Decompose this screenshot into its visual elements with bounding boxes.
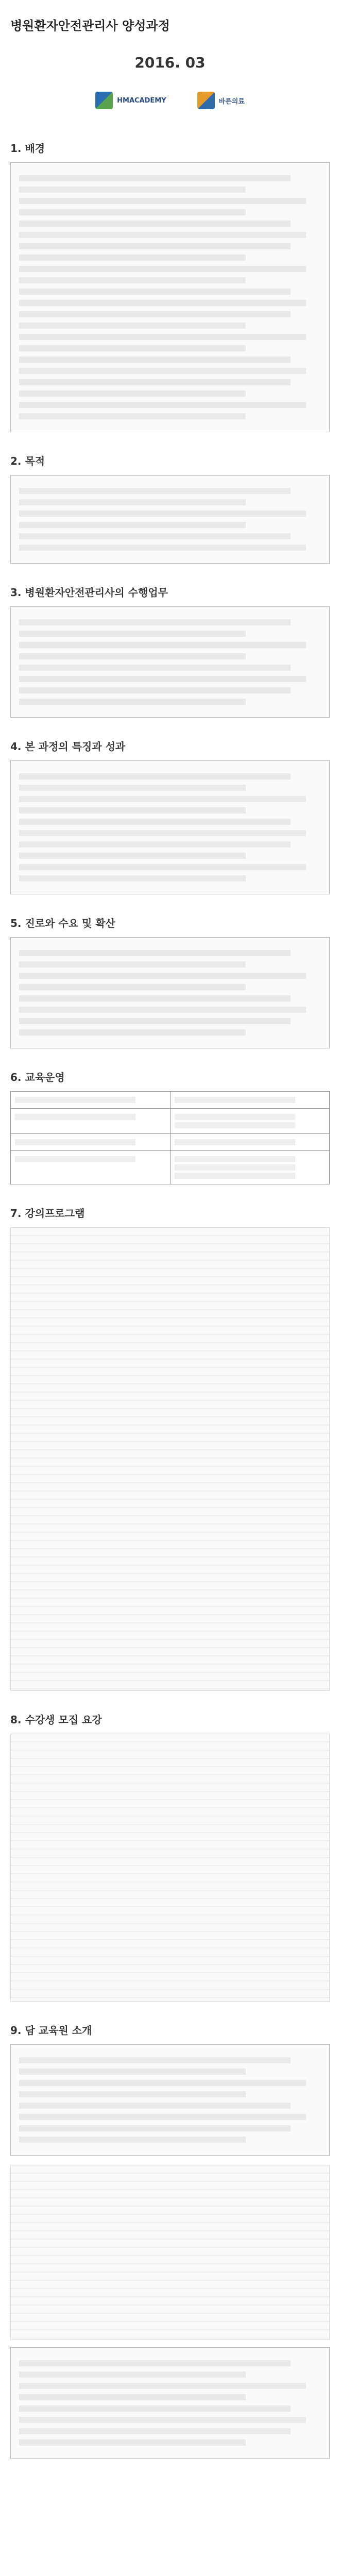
program-table: [10, 1227, 330, 1691]
section-heading-8: 8. 수강생 모집 요강: [10, 1714, 102, 1726]
section-heading-5: 5. 진로와 수요 및 확산: [10, 917, 115, 929]
logo-row: [10, 92, 330, 109]
duties-box: [10, 606, 330, 718]
hmacademy-logo-icon: [95, 92, 113, 109]
logo-text: HMACADEMY: [117, 96, 166, 105]
logo-hmacademy: [95, 92, 166, 109]
career-box: [10, 937, 330, 1048]
purpose-box: [10, 475, 330, 564]
section-heading-6: 6. 교육운영: [10, 1071, 65, 1083]
section-heading-7: 7. 강의프로그램: [10, 1207, 85, 1219]
institute-box: [10, 2044, 330, 2156]
background-box: [10, 162, 330, 432]
date-label: 2016. 03: [134, 54, 206, 71]
operation-table: [10, 1091, 330, 1184]
section-heading-3: 3. 병원환자안전관리사의 수행업무: [10, 586, 168, 599]
institute-table: [10, 2165, 330, 2340]
page-title: 병원환자안전관리사 양성과정: [10, 19, 170, 33]
section-heading-2: 2. 목적: [10, 455, 45, 467]
logo-text: 바른의료: [218, 97, 245, 106]
closing-box: [10, 2347, 330, 2459]
features-box: [10, 760, 330, 894]
section-heading-4: 4. 본 과정의 특징과 성과: [10, 740, 126, 753]
logo-barun: [197, 92, 245, 109]
section-heading-9: 9. 담 교육원 소개: [10, 2024, 92, 2037]
section-heading-1: 1. 배경: [10, 142, 45, 155]
barun-logo-icon: [197, 92, 215, 109]
recruit-table: [10, 1734, 330, 2002]
